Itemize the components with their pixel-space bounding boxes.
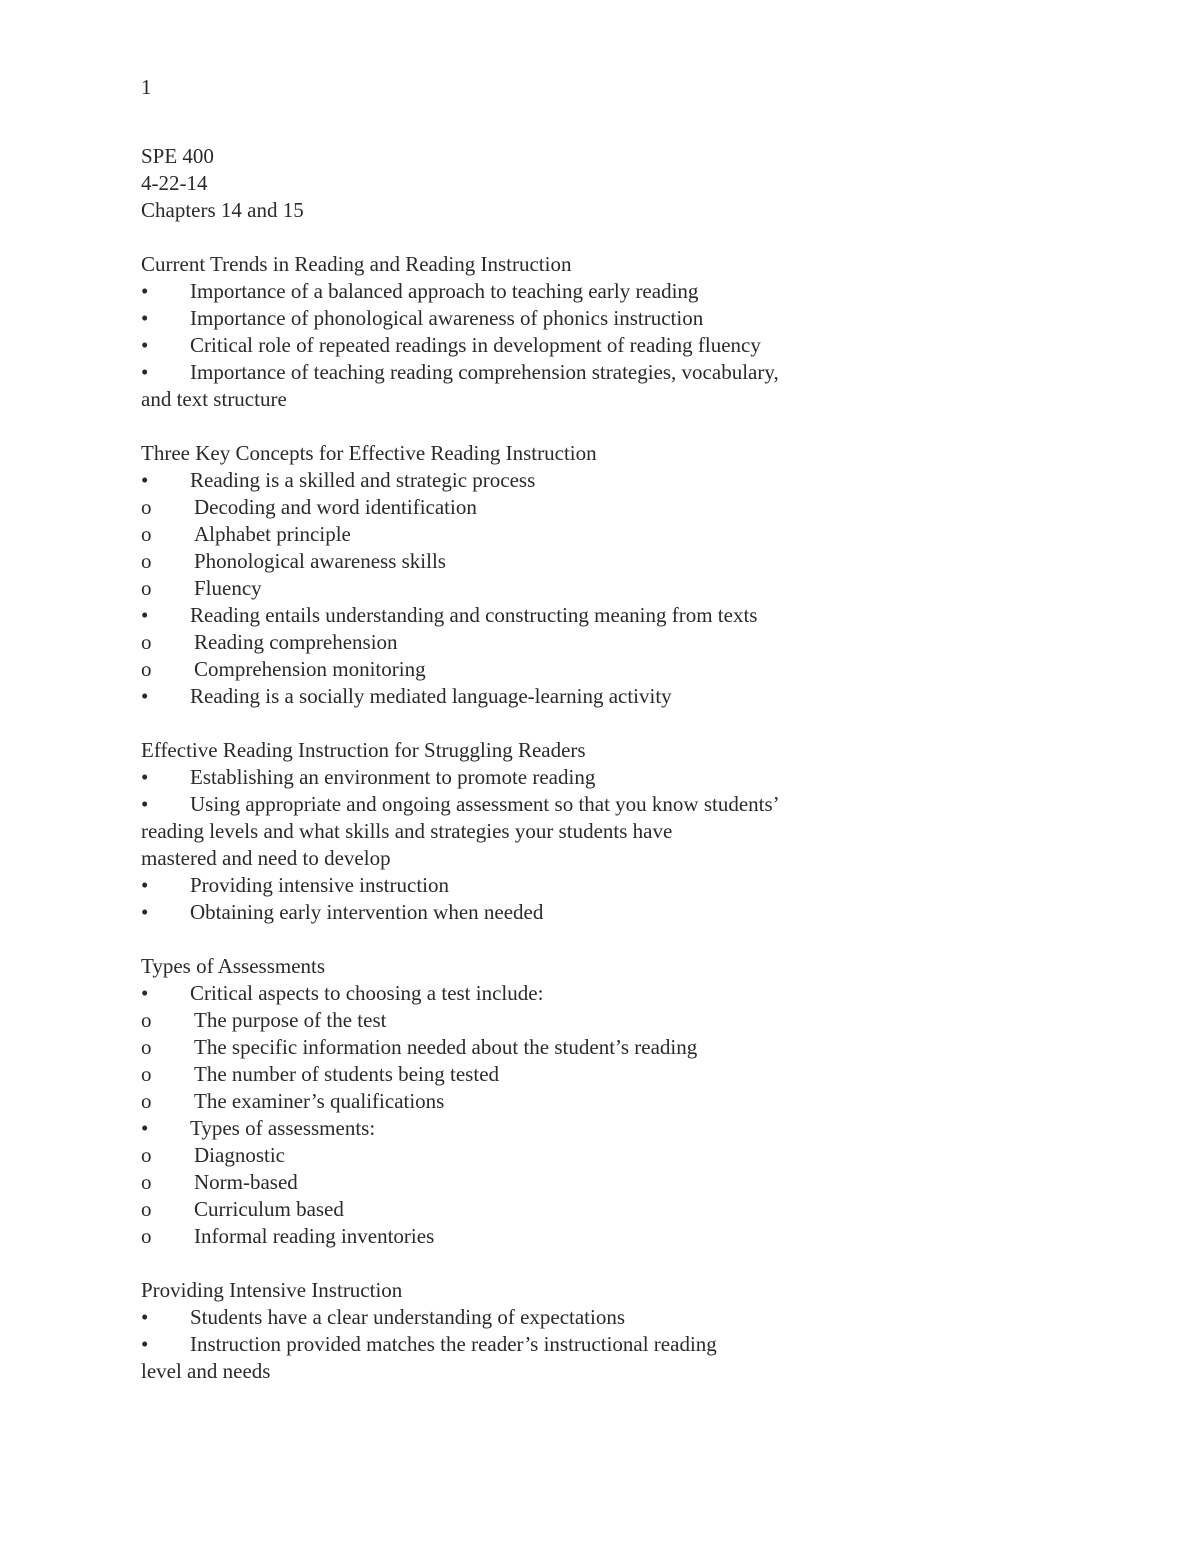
page-number: 1 [141,75,152,99]
item-text: Phonological awareness skills [194,549,446,573]
bullet-item [141,278,881,305]
item-text: Providing intensive instruction [190,873,449,897]
section [141,251,881,440]
continuation-line [141,818,881,845]
sub-bullet-icon: o [141,657,152,681]
item-text: mastered and need to develop [141,846,391,870]
sub-bullet-icon: o [141,1143,152,1167]
sub-bullet-icon: o [141,1197,152,1221]
item-text: Critical role of repeated readings in development of reading fluency [190,333,761,357]
sub-bullet-item [141,1196,881,1223]
sub-bullet-item [141,1142,881,1169]
item-text: Decoding and word identification [194,495,477,519]
continuation-line [141,845,881,872]
sub-bullet-item [141,629,881,656]
item-text: Comprehension monitoring [194,657,426,681]
continuation-line [141,1358,881,1385]
item-text: reading levels and what skills and strategies your students have [141,819,673,843]
bullet-icon: • [141,333,149,357]
bullet-item [141,1304,881,1331]
sub-bullet-icon: o [141,549,152,573]
bullet-icon: • [141,792,149,816]
item-text: Establishing an environment to promote reading [190,765,596,789]
item-text: and text structure [141,387,287,411]
spacer [141,224,881,251]
item-text: Reading is a skilled and strategic process [190,468,536,492]
sub-bullet-icon: o [141,576,152,600]
sub-bullet-item [141,656,881,683]
item-text: Alphabet principle [194,522,351,546]
sections-container [141,251,881,1385]
sub-bullet-icon: o [141,630,152,654]
bullet-item [141,1115,881,1142]
section-heading: Providing Intensive Instruction [141,1278,403,1302]
sub-bullet-icon: o [141,1035,152,1059]
item-text: level and needs [141,1359,271,1383]
item-text: Importance of a balanced approach to teaching early reading [190,279,699,303]
sub-bullet-item [141,1223,881,1250]
sub-bullet-icon: o [141,1224,152,1248]
item-text: Instruction provided matches the reader’s instructional reading [190,1332,717,1356]
course-title: SPE 400 [141,144,214,168]
spacer [141,413,881,440]
item-text: Students have a clear understanding of expectations [190,1305,626,1329]
sub-bullet-item [141,1169,881,1196]
chapters-line: Chapters 14 and 15 [141,198,304,222]
document-body [141,143,881,1385]
item-text: Diagnostic [194,1143,285,1167]
item-text: The examiner’s qualifications [194,1089,445,1113]
sub-bullet-item [141,521,881,548]
item-text: The number of students being tested [194,1062,500,1086]
sub-bullet-item [141,1061,881,1088]
item-text: Norm-based [194,1170,298,1194]
bullet-icon: • [141,1116,149,1140]
spacer [141,710,881,737]
bullet-icon: • [141,603,149,627]
item-text: Importance of phonological awareness of phonics instruction [190,306,704,330]
bullet-icon: • [141,468,149,492]
item-text: Reading is a socially mediated language-learning activity [190,684,672,708]
sub-bullet-icon: o [141,522,152,546]
item-text: Critical aspects to choosing a test include: [190,981,544,1005]
spacer [141,926,881,953]
bullet-item [141,467,881,494]
section [141,440,881,737]
sub-bullet-item [141,1034,881,1061]
bullet-item [141,305,881,332]
section [141,953,881,1277]
sub-bullet-item [141,494,881,521]
bullet-icon: • [141,684,149,708]
item-text: Types of assessments: [190,1116,376,1140]
sub-bullet-item [141,548,881,575]
item-text: Curriculum based [194,1197,344,1221]
document-date: 4-22-14 [141,171,208,195]
bullet-item [141,683,881,710]
bullet-icon: • [141,873,149,897]
bullet-item [141,899,881,926]
sub-bullet-icon: o [141,1008,152,1032]
bullet-item [141,764,881,791]
bullet-icon: • [141,981,149,1005]
item-text: Reading entails understanding and constructing meaning from texts [190,603,758,627]
bullet-icon: • [141,765,149,789]
bullet-item [141,332,881,359]
section-heading: Types of Assessments [141,954,326,978]
sub-bullet-item [141,1007,881,1034]
sub-bullet-icon: o [141,1170,152,1194]
item-text: The purpose of the test [194,1008,387,1032]
item-text: Using appropriate and ongoing assessment so that you know students’ [190,792,780,816]
sub-bullet-icon: o [141,1089,152,1113]
item-text: Importance of teaching reading comprehension strategies, vocabulary, [190,360,779,384]
bullet-icon: • [141,360,149,384]
bullet-icon: • [141,1332,149,1356]
bullet-icon: • [141,306,149,330]
sub-bullet-item [141,575,881,602]
sub-bullet-icon: o [141,1062,152,1086]
item-text: Informal reading inventories [194,1224,435,1248]
bullet-item [141,1331,881,1358]
section-heading: Three Key Concepts for Effective Reading Instruction [141,441,597,465]
bullet-icon: • [141,279,149,303]
bullet-item [141,791,881,818]
continuation-line [141,386,881,413]
section [141,1277,881,1385]
bullet-item [141,980,881,1007]
sub-bullet-item [141,1088,881,1115]
spacer [141,1250,881,1277]
bullet-item [141,602,881,629]
section [141,737,881,953]
bullet-item [141,359,881,386]
item-text: Obtaining early intervention when needed [190,900,544,924]
sub-bullet-icon: o [141,495,152,519]
item-text: The specific information needed about the student’s reading [194,1035,698,1059]
item-text: Reading comprehension [194,630,398,654]
bullet-icon: • [141,900,149,924]
section-heading: Effective Reading Instruction for Struggling Readers [141,738,586,762]
section-heading: Current Trends in Reading and Reading Instruction [141,252,572,276]
item-text: Fluency [194,576,262,600]
bullet-item [141,872,881,899]
bullet-icon: • [141,1305,149,1329]
